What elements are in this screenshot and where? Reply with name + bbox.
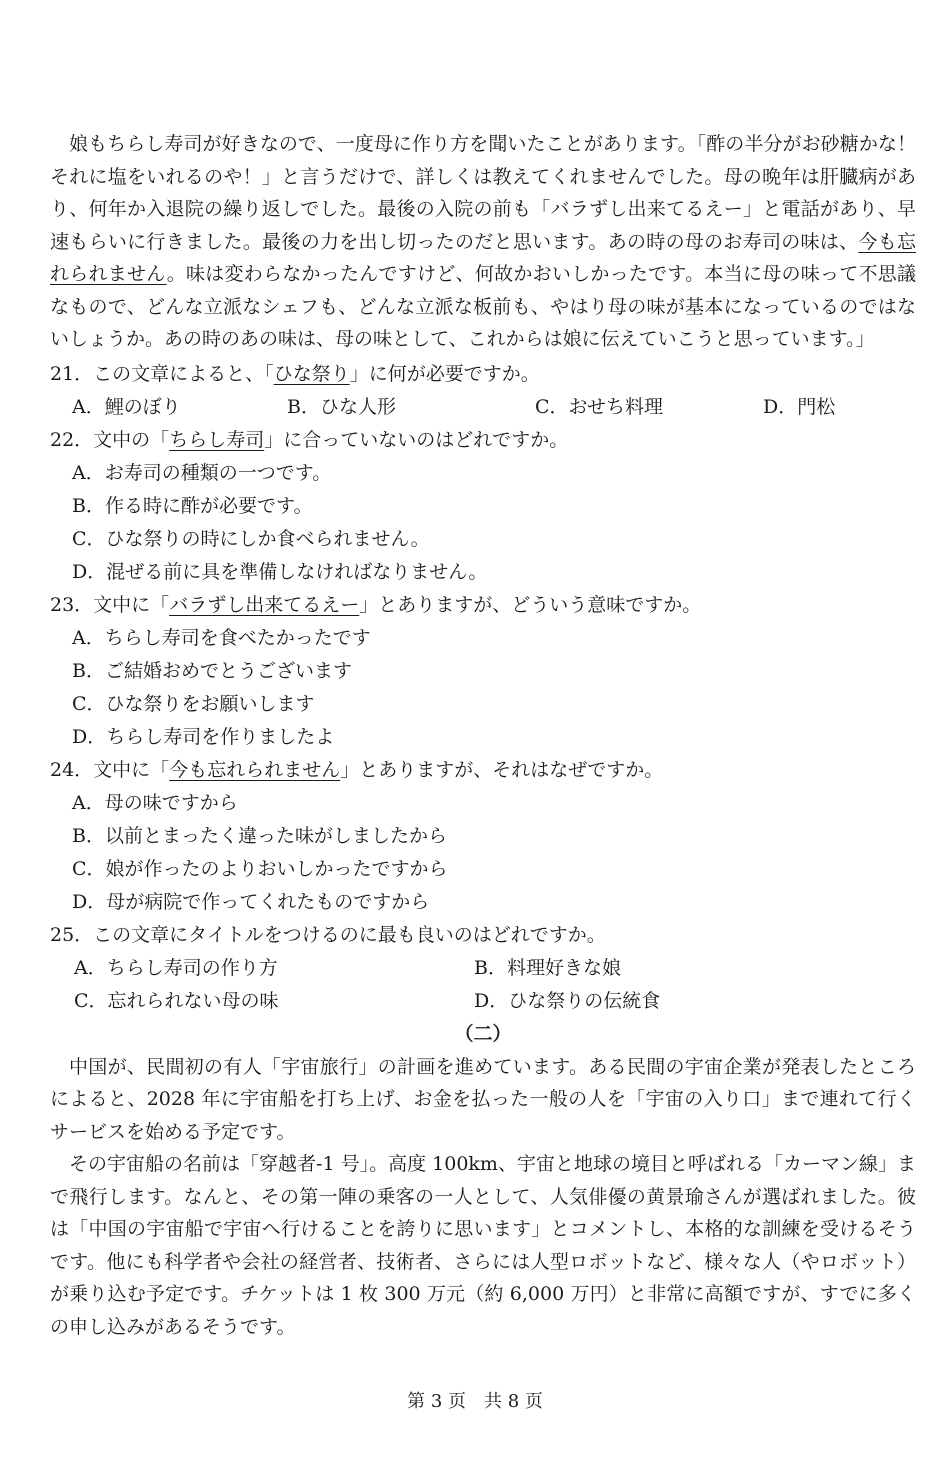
option-22-d: D．混ぜる前に具を準備しなければなりません。 — [72, 560, 488, 583]
option-21-c: C．おせち料理 — [535, 395, 663, 418]
option-23-c: C．ひな祭りをお願いします — [72, 692, 315, 715]
question-22-prefix: 22．文中の「 — [50, 428, 170, 451]
option-24-d: D．母が病院で作ってくれたものですから — [72, 890, 430, 913]
option-21-d: D．門松 — [763, 395, 836, 418]
passage-text-2: 。味は変わらなかったんですけど、何故かおいしかったです。本当に母の味って不思議なもので、どんな立派なシェフも、どんな立派な板前も、やはり母の味が基本になっているのではないしょうか。あの時のあの味は、母の味として、これからは娘に伝えていこうと思っています。」 — [50, 263, 917, 350]
passage-text-1: 娘もちらし寿司が好きなので、一度母に作り方を聞いたことがあります。「酢の半分がお砂糖かな！それに塩をいれるのや！」と言うだけで、詳しくは教えてくれませんでした。母の晩年は肝臓病があり、何年か入退院の繰り返しでした。最後の入院の前も「バラずし出来てるえー」と電話があり、早速もらいに行きました。最後の力を出し切ったのだと思います。あの時の母のお寿司の味は、 — [50, 133, 916, 253]
question-23-prefix: 23．文中に「 — [50, 593, 170, 616]
question-24-prefix: 24．文中に「 — [50, 758, 170, 781]
question-22-underline: ちらし寿司 — [169, 428, 265, 451]
option-22-c: C．ひな祭りの時にしか食べられません。 — [72, 527, 430, 550]
question-21-suffix: 」に何が必要ですか。 — [349, 362, 540, 385]
question-24-suffix: 」とありますが、それはなぜですか。 — [340, 758, 664, 781]
option-24-a: A．母の味ですから — [72, 791, 238, 814]
question-24-underline: 今も忘れられません — [169, 758, 341, 781]
option-25-a: A．ちらし寿司の作り方 — [74, 956, 278, 979]
question-23-suffix: 」とありますが、どういう意味ですか。 — [359, 593, 702, 616]
option-25-d: D．ひな祭りの伝統食 — [474, 989, 661, 1012]
question-22 — [50, 424, 916, 457]
question-23 — [50, 589, 916, 622]
option-22-b: B．作る時に酢が必要です。 — [72, 494, 313, 517]
question-21-underline: ひな祭り — [273, 362, 350, 385]
section2-paragraph-2: その宇宙船の名前は「穿越者-1 号」。高度 100km、宇宙と地球の境目と呼ばれる「カーマン線」まで飛行します。なんと、その第一陣の乗客の一人として、人気俳優の黄景瑜さんが選ばれました。彼は「中国の宇宙船で宇宙へ行けることを誇りに思います」とコメントし、本格的な訓練を受けるそうです。他にも科学者や会社の経営者、技術者、さらには人型ロボットなど、様々な人（やロボット）が乗り込む予定です。チケットは 1 枚 300 万元（約 6,000 万円）と非常に高額ですが、すでに多くの申し込みがあるそうです。 — [50, 1153, 916, 1338]
option-21-a: A．鯉のぼり — [72, 395, 181, 418]
option-23-b: B．ご結婚おめでとうございます — [72, 659, 352, 682]
option-24-b: B．以前とまったく違った味がしましたから — [72, 824, 447, 847]
question-25: 25．この文章にタイトルをつけるのに最も良いのはどれですか。 — [50, 923, 606, 946]
question-23-underline: バラずし出来てるえー — [169, 593, 360, 616]
question-25-options-row-2 — [50, 985, 916, 1018]
option-21-b: B．ひな人形 — [287, 395, 396, 418]
section-title: （二） — [454, 1022, 512, 1045]
passage-paragraph — [50, 128, 916, 356]
question-21-prefix: 21．この文章によると、「 — [50, 362, 274, 385]
section2-paragraph-1: 中国が、民間初の有人「宇宙旅行」の計画を進めています。ある民間の宇宙企業が発表したところによると、2028 年に宇宙船を打ち上げ、お金を払った一般の人を「宇宙の入り口」まで連れて行くサービスを始める予定です。 — [50, 1055, 916, 1143]
passage-underline-phrase: 今も忘れられません — [50, 230, 916, 285]
option-22-a: A．お寿司の種類の一つです。 — [72, 461, 332, 484]
question-22-suffix: 」に合っていないのはどれですか。 — [264, 428, 569, 451]
question-21 — [50, 358, 916, 391]
page-content — [50, 128, 916, 1343]
option-24-c: C．娘が作ったのよりおいしかったですから — [72, 857, 448, 880]
question-25-options-row-1 — [50, 952, 916, 985]
option-25-b: B．料理好きな娘 — [474, 956, 621, 979]
page-footer: 第 3 页 共 8 页 — [407, 1391, 543, 1412]
question-21-options — [50, 391, 916, 424]
option-25-c: C．忘れられない母の味 — [74, 989, 279, 1012]
option-23-a: A．ちらし寿司を食べたかったです — [72, 626, 371, 649]
question-24 — [50, 754, 916, 787]
option-23-d: D．ちらし寿司を作りましたよ — [72, 725, 335, 748]
